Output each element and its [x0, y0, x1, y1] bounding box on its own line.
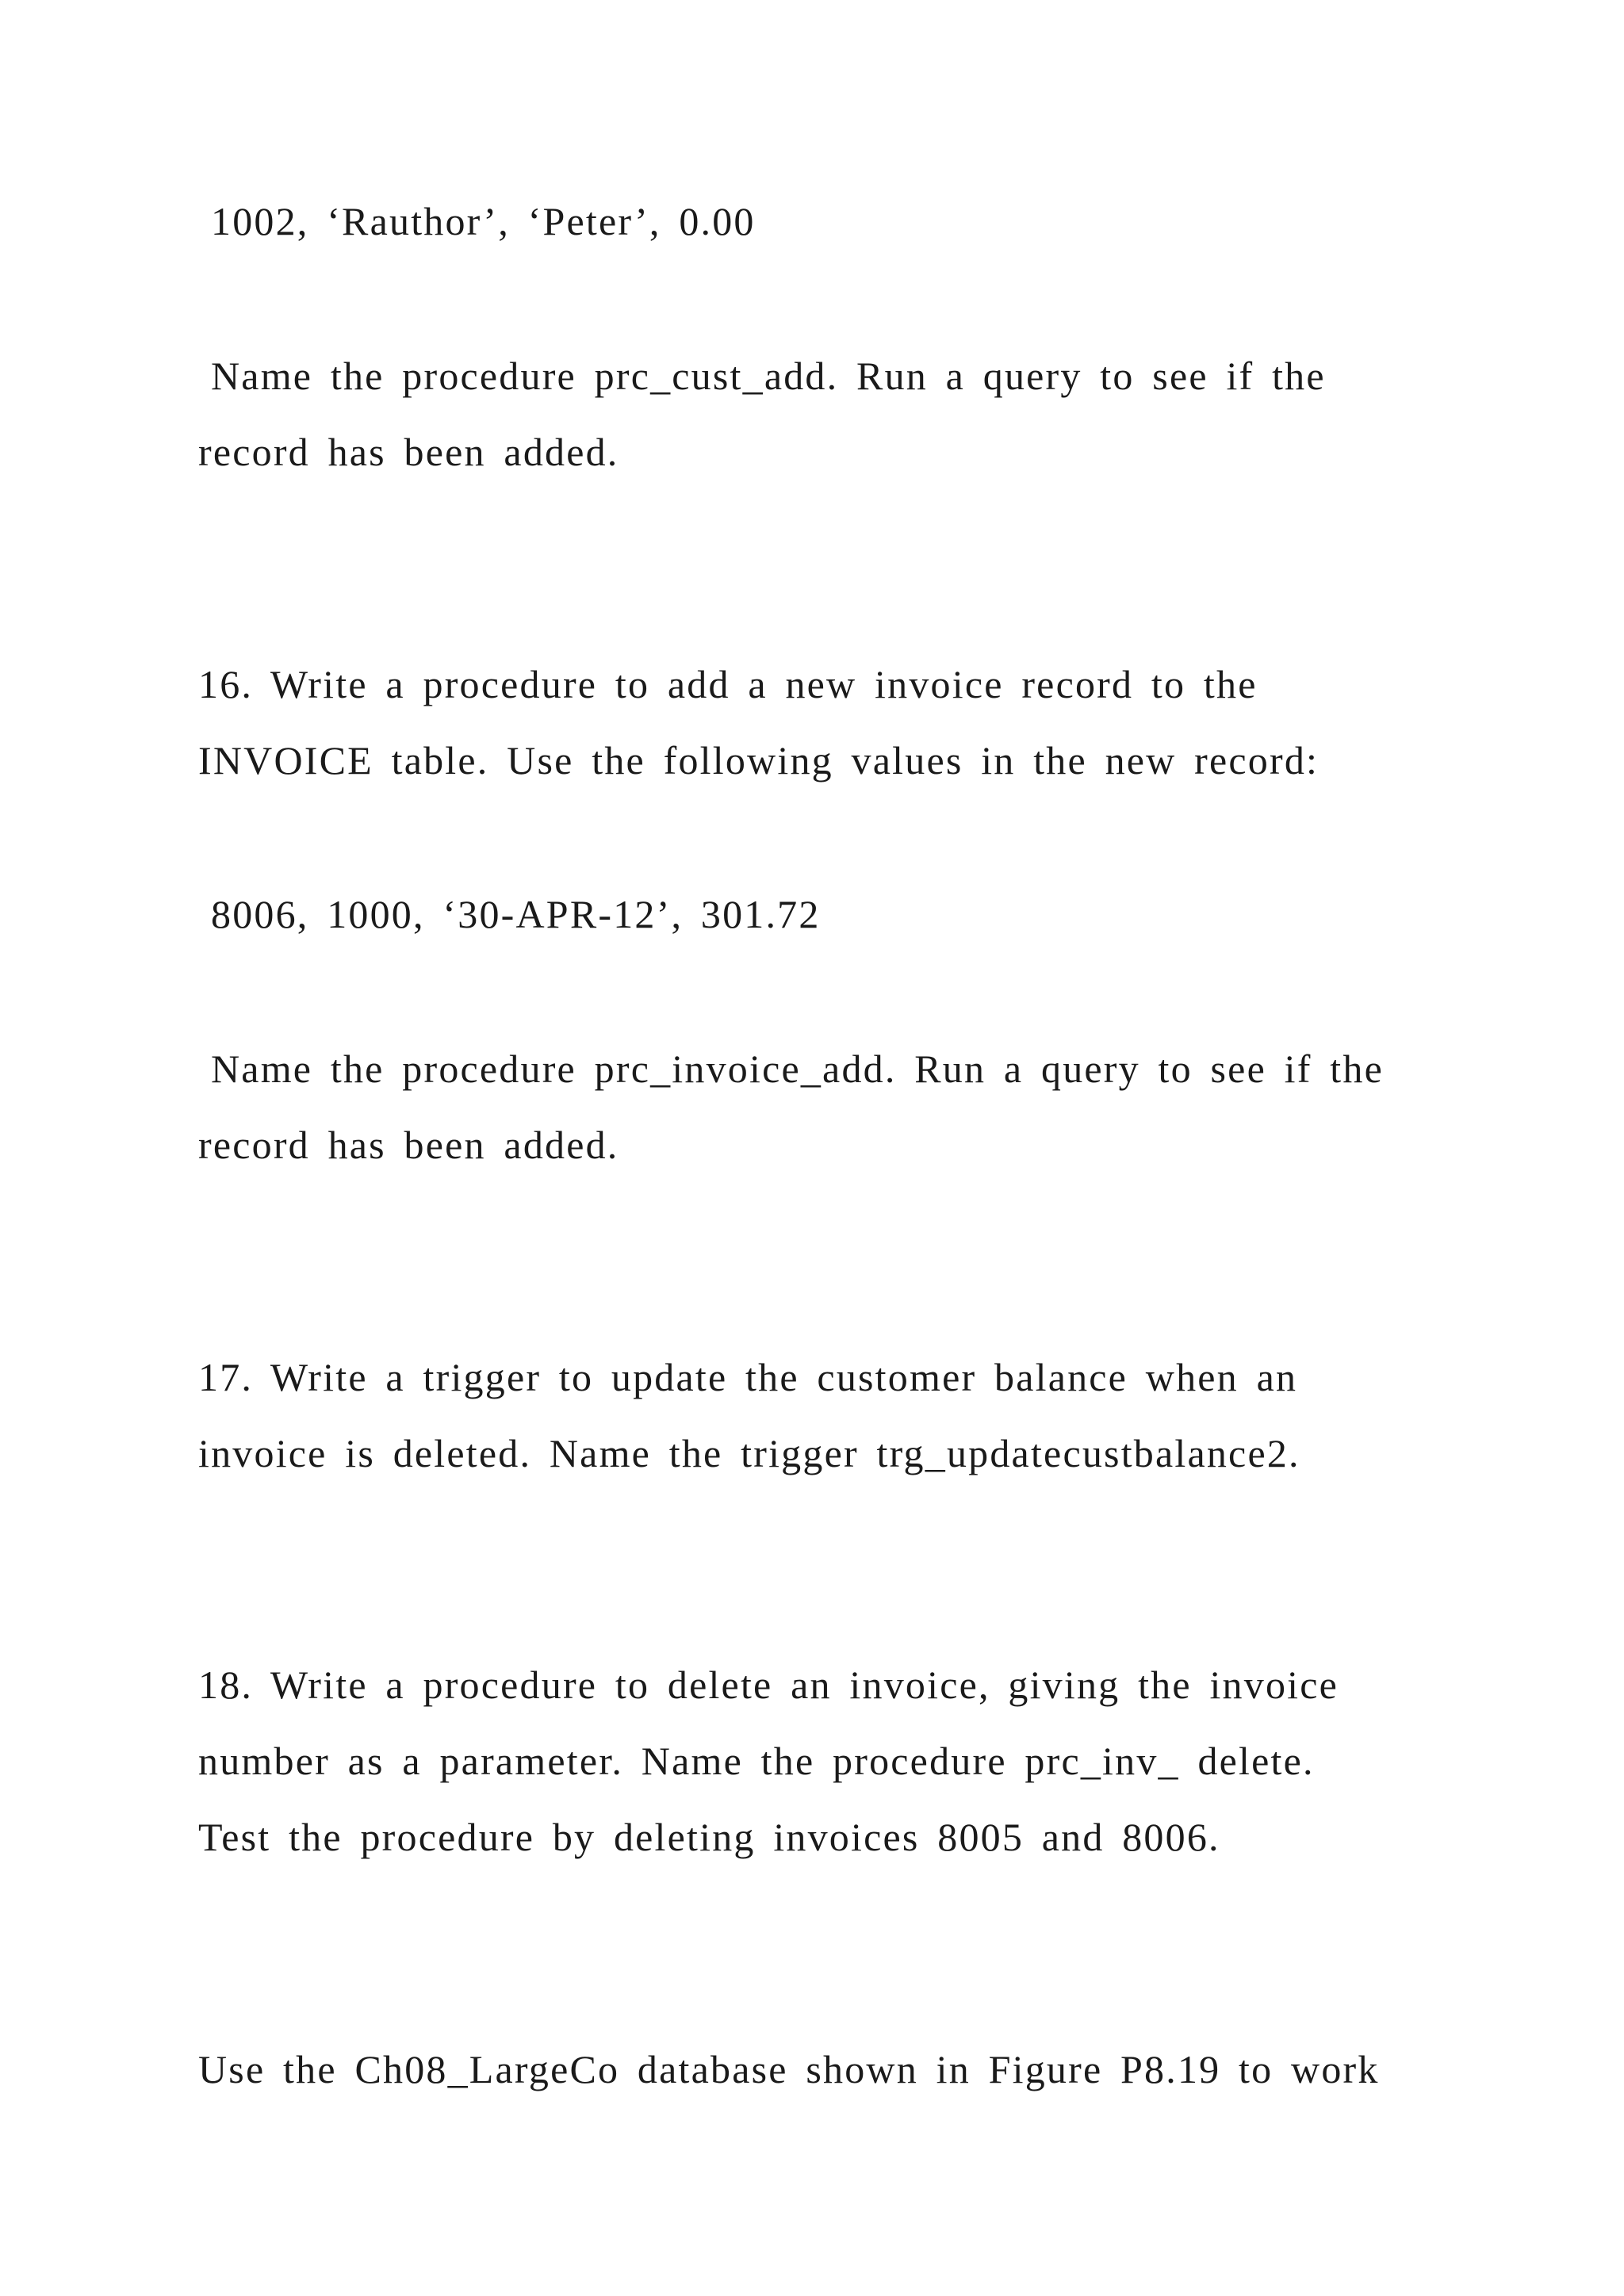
values-line-8006: 8006, 1000, ‘30-APR-12’, 301.72	[211, 892, 821, 936]
paragraph-line: record has been added.	[198, 1123, 619, 1167]
question-18-line: 18. Write a procedure to delete an invoice, giving the invoice	[198, 1663, 1339, 1707]
question-16-line: 16. Write a procedure to add a new invoice record to the	[198, 662, 1258, 706]
paragraph-line: Use the Ch08_LargeCo database shown in Figure P8.19 to work	[198, 2047, 1380, 2091]
paragraph-line: INVOICE table. Use the following values in the new record:	[198, 738, 1320, 783]
paragraph-line: Name the procedure prc_cust_add. Run a query to see if the	[211, 354, 1326, 398]
paragraph-line: Test the procedure by deleting invoices 8005 and 8006.	[198, 1815, 1220, 1859]
question-17-line: 17. Write a trigger to update the customer balance when an	[198, 1355, 1298, 1399]
paragraph-line: invoice is deleted. Name the trigger trg_updatecustbalance2.	[198, 1431, 1300, 1475]
values-line-1002: 1002, ‘Rauthor’, ‘Peter’, 0.00	[211, 199, 756, 243]
paragraph-line: Name the procedure prc_invoice_add. Run a query to see if the	[211, 1047, 1384, 1091]
paragraph-line: record has been added.	[198, 430, 619, 474]
paragraph-line: number as a parameter. Name the procedure prc_inv_ delete.	[198, 1739, 1315, 1783]
